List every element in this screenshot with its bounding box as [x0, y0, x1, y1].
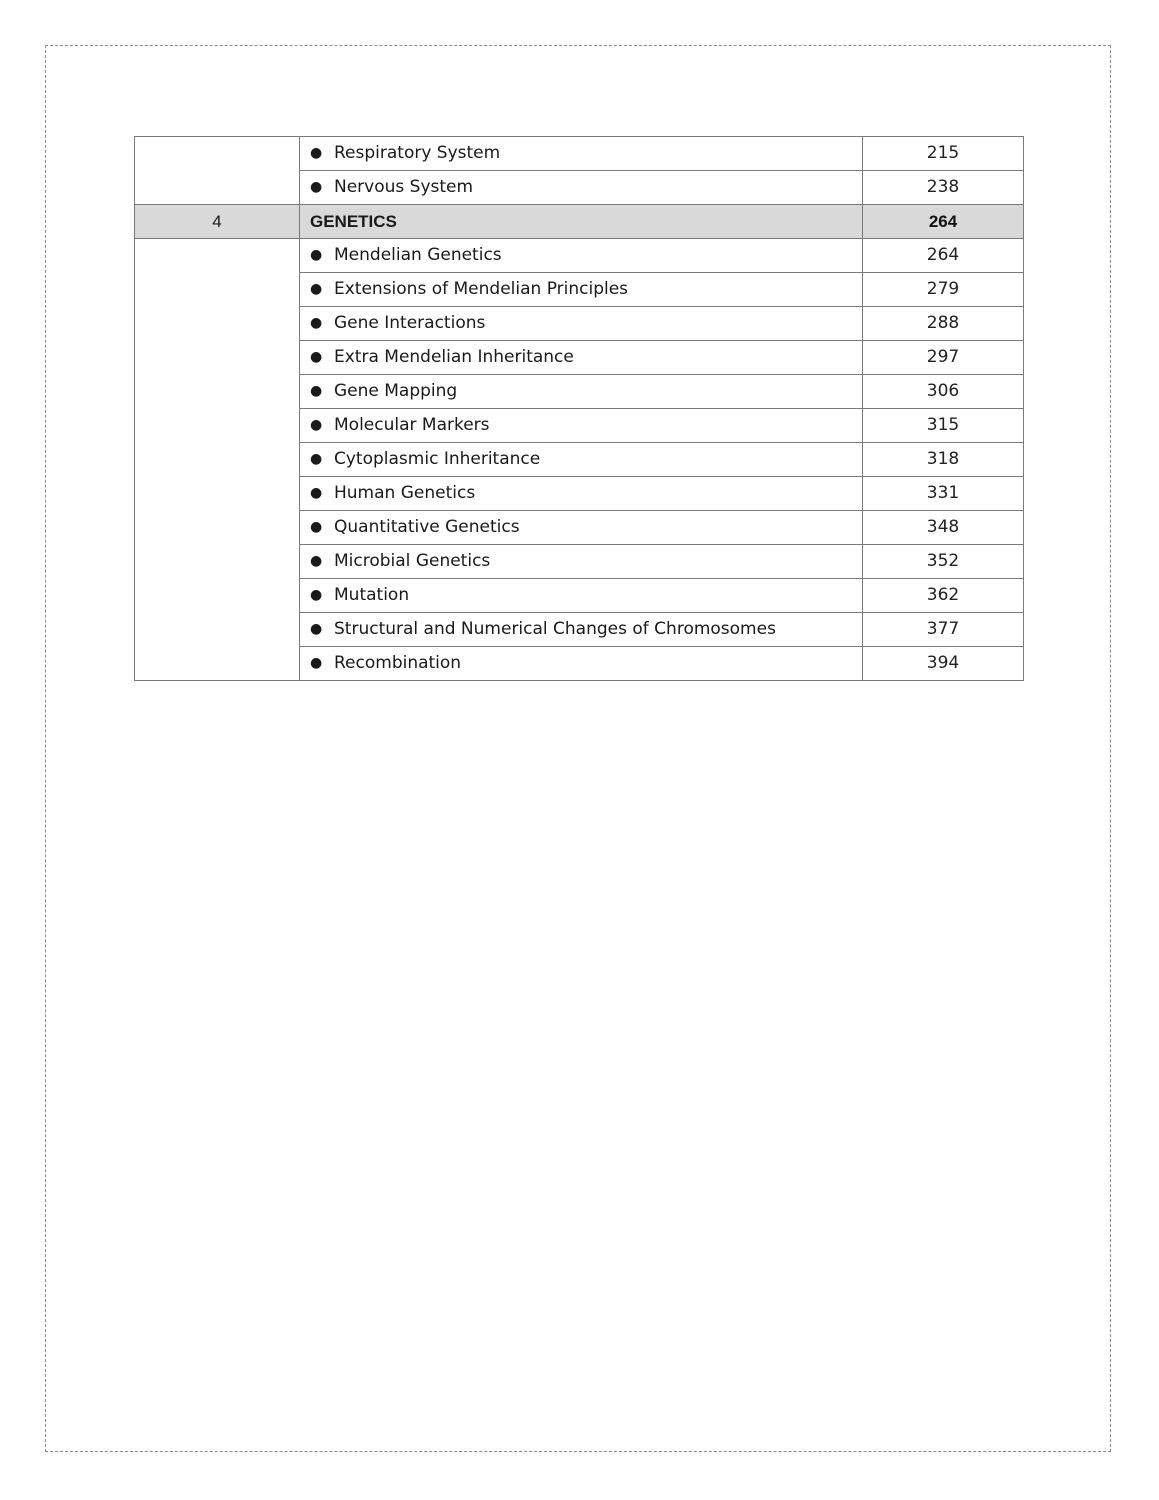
toc-item-title: Microbial Genetics: [334, 551, 491, 571]
toc-item-page: 315: [863, 409, 1024, 443]
toc-item: [300, 137, 863, 171]
chapter-title: GENETICS: [300, 205, 863, 239]
toc-item-page: 377: [863, 613, 1024, 647]
bullet-icon: ●: [310, 621, 323, 637]
toc-item-page: 306: [863, 375, 1024, 409]
chapter-number-cell: [135, 137, 300, 205]
toc-item-page: 318: [863, 443, 1024, 477]
toc-row: [135, 137, 1024, 171]
toc-item-title: Human Genetics: [334, 483, 476, 503]
bullet-icon: ●: [310, 383, 323, 399]
toc-item-title: Structural and Numerical Changes of Chromosomes: [334, 619, 776, 639]
toc-item-title: Extensions of Mendelian Principles: [334, 279, 629, 299]
toc-item: [300, 511, 863, 545]
bullet-icon: ●: [310, 247, 323, 263]
toc-item: [300, 341, 863, 375]
toc-item-page: 288: [863, 307, 1024, 341]
toc-item: [300, 443, 863, 477]
bullet-icon: ●: [310, 587, 323, 603]
toc-item-title: Gene Mapping: [334, 381, 458, 401]
toc-item-title: Cytoplasmic Inheritance: [334, 449, 541, 469]
toc-item-page: 394: [863, 647, 1024, 681]
toc-item-title: Nervous System: [334, 177, 474, 197]
toc-item: [300, 409, 863, 443]
toc-item: [300, 647, 863, 681]
bullet-icon: ●: [310, 145, 323, 161]
toc-item-title: Respiratory System: [334, 143, 501, 163]
chapter-number-cell: [135, 239, 300, 681]
bullet-icon: ●: [310, 349, 323, 365]
toc-item-page: 352: [863, 545, 1024, 579]
chapter-number: 4: [135, 205, 300, 239]
toc-item: [300, 239, 863, 273]
toc-item: [300, 273, 863, 307]
bullet-icon: ●: [310, 485, 323, 501]
toc-row: [135, 239, 1024, 273]
toc-item: [300, 545, 863, 579]
toc-item-page: 279: [863, 273, 1024, 307]
toc-item: [300, 171, 863, 205]
toc-item-title: Mutation: [334, 585, 410, 605]
chapter-row: [135, 205, 1024, 239]
toc-item: [300, 307, 863, 341]
toc-item: [300, 375, 863, 409]
toc-item: [300, 579, 863, 613]
table-of-contents: [134, 136, 1024, 681]
toc-item: [300, 477, 863, 511]
bullet-icon: ●: [310, 281, 323, 297]
toc-item-title: Extra Mendelian Inheritance: [334, 347, 574, 367]
toc-item-title: Mendelian Genetics: [334, 245, 502, 265]
toc-item-page: 238: [863, 171, 1024, 205]
toc-item-page: 331: [863, 477, 1024, 511]
toc-item-title: Gene Interactions: [334, 313, 486, 333]
toc-item-page: 215: [863, 137, 1024, 171]
toc-item-page: 264: [863, 239, 1024, 273]
chapter-page: 264: [863, 205, 1024, 239]
toc-item-title: Recombination: [334, 653, 462, 673]
bullet-icon: ●: [310, 451, 323, 467]
toc-item-title: Quantitative Genetics: [334, 517, 520, 537]
toc-item-page: 297: [863, 341, 1024, 375]
bullet-icon: ●: [310, 179, 323, 195]
toc-item-title: Molecular Markers: [334, 415, 490, 435]
bullet-icon: ●: [310, 655, 323, 671]
bullet-icon: ●: [310, 315, 323, 331]
toc-item-page: 362: [863, 579, 1024, 613]
bullet-icon: ●: [310, 519, 323, 535]
toc-item: [300, 613, 863, 647]
bullet-icon: ●: [310, 417, 323, 433]
bullet-icon: ●: [310, 553, 323, 569]
toc-item-page: 348: [863, 511, 1024, 545]
